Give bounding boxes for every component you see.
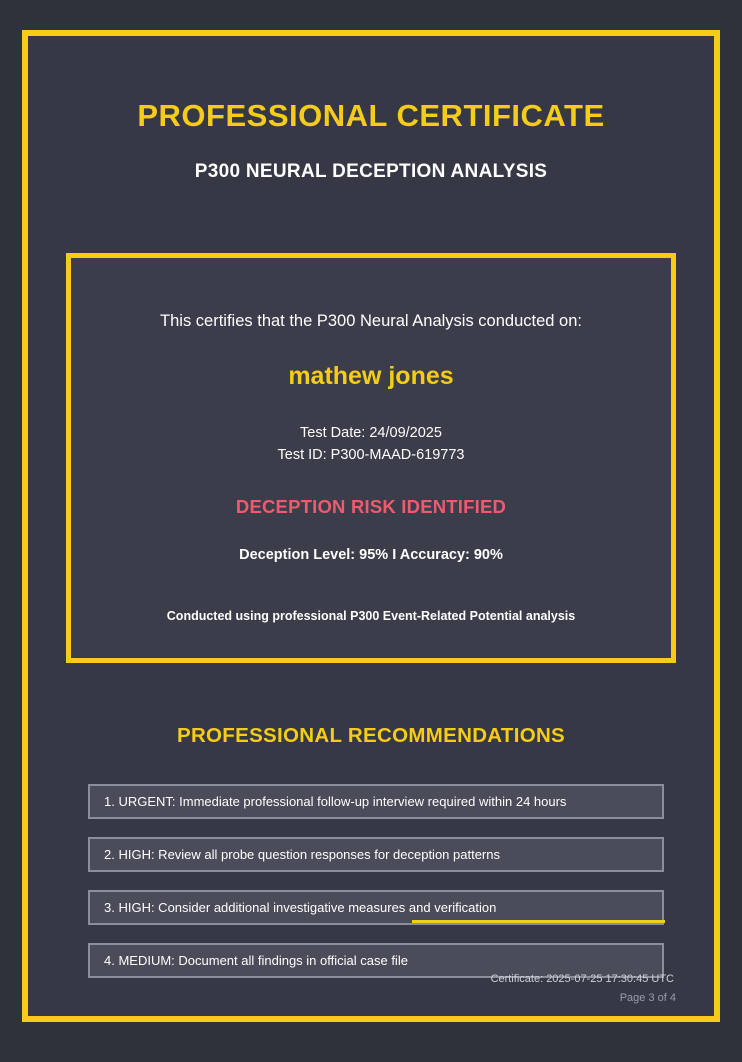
test-metadata	[91, 422, 651, 466]
page-number: Page 3 of 4	[619, 992, 676, 1004]
certificate-details-panel	[66, 253, 676, 663]
certifies-statement: This certifies that the P300 Neural Analysis conducted on:	[160, 312, 582, 330]
list-item: 2. HIGH: Review all probe question responses for deception patterns	[88, 837, 664, 872]
method-note: Conducted using professional P300 Event-Related Potential analysis	[166, 609, 576, 623]
certificate-timestamp: Certificate: 2025-07-25 17:30:45 UTC	[490, 973, 674, 985]
accent-divider	[412, 920, 665, 923]
subject-name: mathew jones	[288, 362, 454, 390]
certificate-border	[22, 30, 720, 1022]
list-item: 1. URGENT: Immediate professional follow-up interview required within 24 hours	[88, 784, 664, 819]
certificate-details-content	[71, 258, 671, 623]
recommendations-list	[88, 784, 664, 996]
status-badge: DECEPTION RISK IDENTIFIED	[235, 496, 507, 517]
list-item: 4. MEDIUM: Document all findings in official case file	[88, 943, 664, 978]
page-subtitle: P300 NEURAL DECEPTION ANALYSIS	[194, 161, 548, 182]
deception-levels: Deception Level: 95% I Accuracy: 90%	[239, 547, 503, 563]
certificate-content	[28, 36, 714, 1016]
page-title: PROFESSIONAL CERTIFICATE	[137, 98, 605, 133]
test-id: Test ID: P300-MAAD-619773	[277, 447, 465, 463]
recommendations-heading: PROFESSIONAL RECOMMENDATIONS	[176, 724, 566, 747]
test-date: Test Date: 24/09/2025	[300, 425, 442, 441]
list-item: 3. HIGH: Consider additional investigative measures and verification	[88, 890, 664, 925]
